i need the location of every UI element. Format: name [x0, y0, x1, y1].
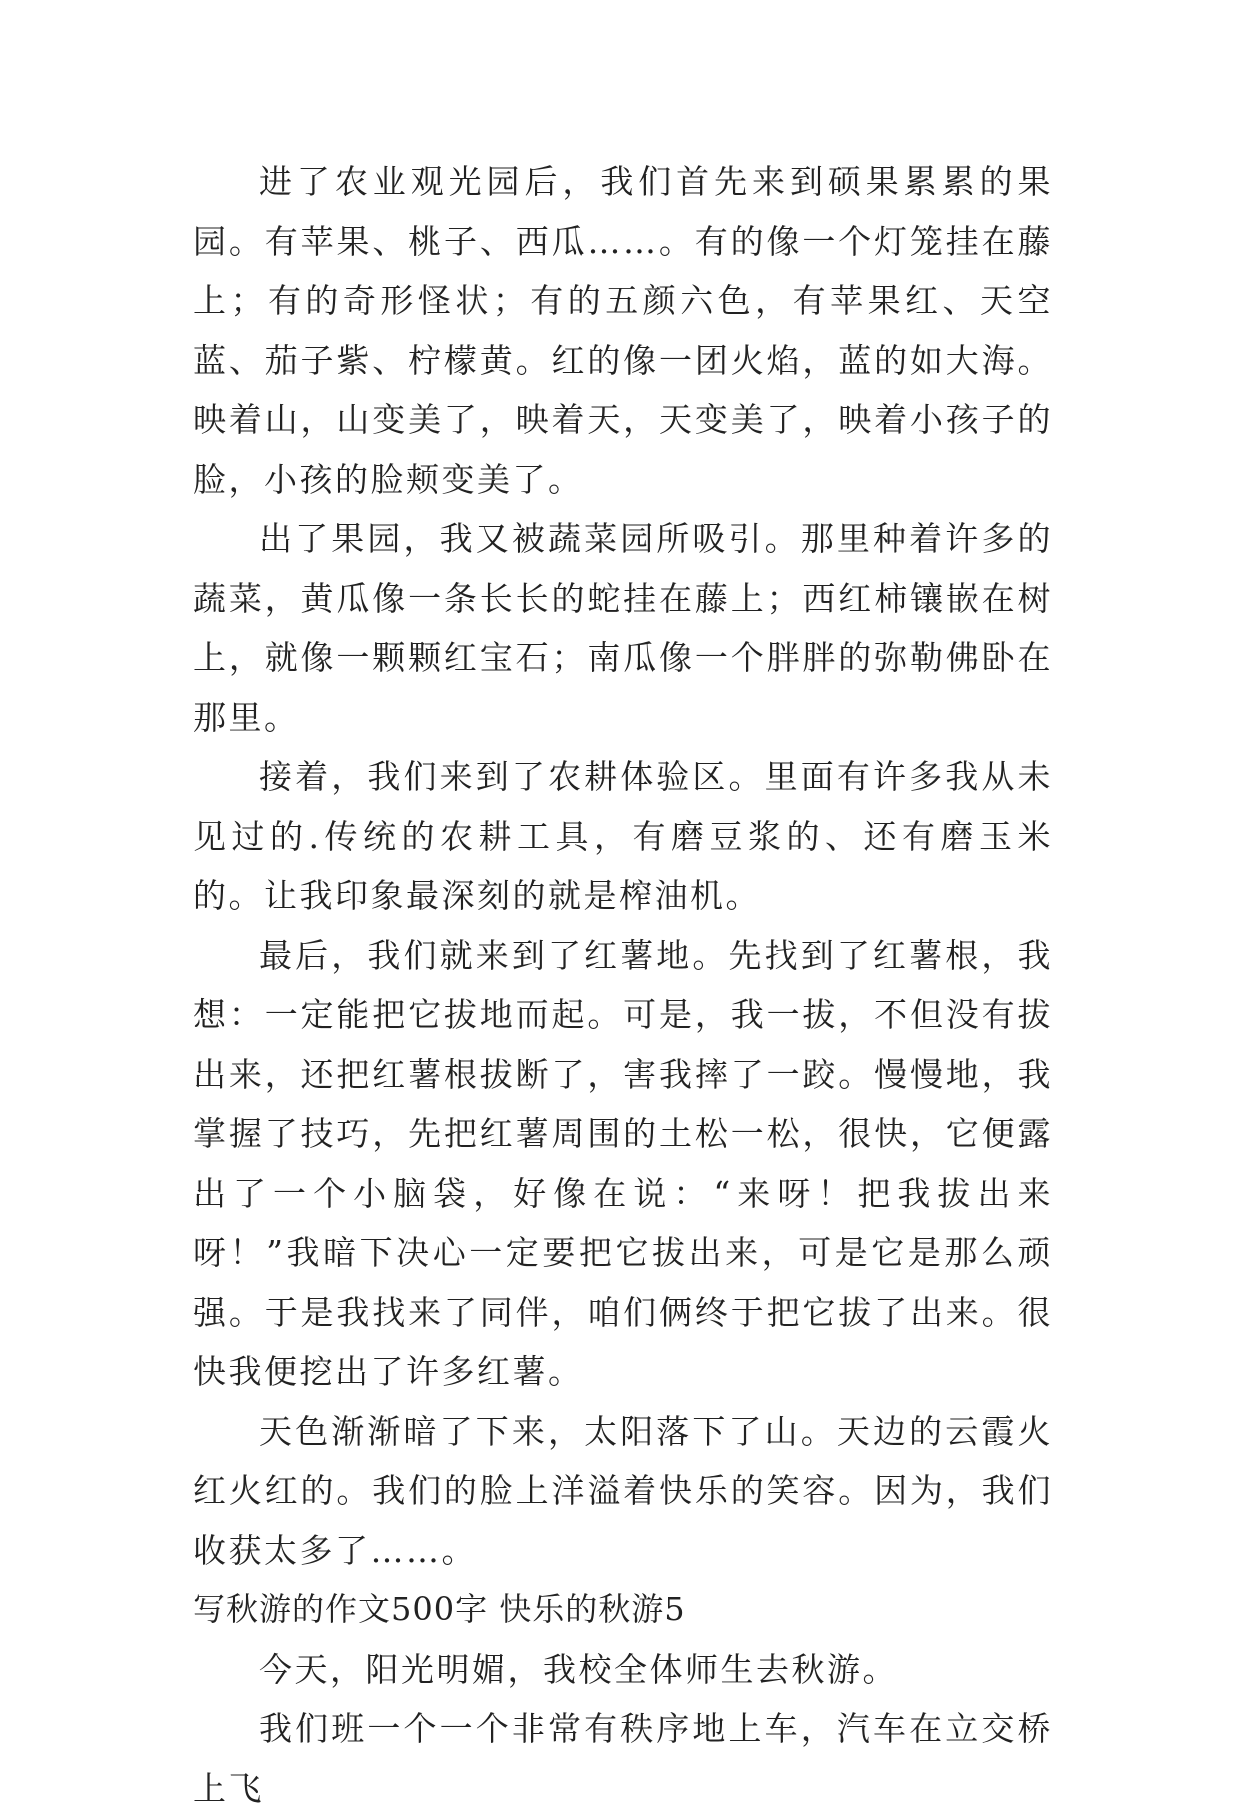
paragraph-farming-area: 接着，我们来到了农耕体验区。里面有许多我从未见过的.传统的农耕工具，有磨豆浆的、还有磨玉米的。让我印象最深刻的就是榨油机。 [193, 757, 1053, 915]
document-body [193, 152, 1053, 1818]
section-heading: 写秋游的作文500字 快乐的秋游5 [193, 1590, 686, 1628]
paragraph-sunset: 天色渐渐暗了下来，太阳落下了山。天边的云霞火红火红的。我们的脸上洋溢着快乐的笑容。因为，我们收获太多了……。 [193, 1411, 1053, 1570]
paragraph-vegetable-garden: 出了果园，我又被蔬菜园所吸引。那里种着许多的蔬菜，黄瓜像一条长长的蛇挂在藤上；西红柿镶嵌在树上，就像一颗颗红宝石；南瓜像一个胖胖的弥勒佛卧在那里。 [193, 519, 1053, 737]
paragraph-orchard: 进了农业观光园后，我们首先来到硕果累累的果园。有苹果、桃子、西瓜……。有的像一个灯笼挂在藤上；有的奇形怪状；有的五颜六色，有苹果红、天空蓝、茄子紫、柠檬黄。红的像一团火焰，蓝的如大海。映着山，山变美了，映着天，天变美了，映着小孩子的脸，小孩的脸颊变美了。 [193, 162, 1053, 499]
paragraph-sunny-day: 今天，阳光明媚，我校全体师生去秋游。 [259, 1649, 898, 1689]
paragraph-bus-ride: 我们班一个一个非常有秩序地上车，汽车在立交桥上飞 [193, 1709, 1053, 1808]
paragraph-sweet-potato: 最后，我们就来到了红薯地。先找到了红薯根，我想：一定能把它拔地而起。可是，我一拔，不但没有拔出来，还把红薯根拔断了，害我摔了一跤。慢慢地，我掌握了技巧，先把红薯周围的土松一松，很快，它便露出了一个小脑袋，好像在说：“来呀！把我拔出来呀！”我暗下决心一定要把它拔出来，可是它是那么顽强。于是我找来了同伴，咱们俩终于把它拔了出来。很快我便挖出了许多红薯。 [193, 935, 1053, 1391]
